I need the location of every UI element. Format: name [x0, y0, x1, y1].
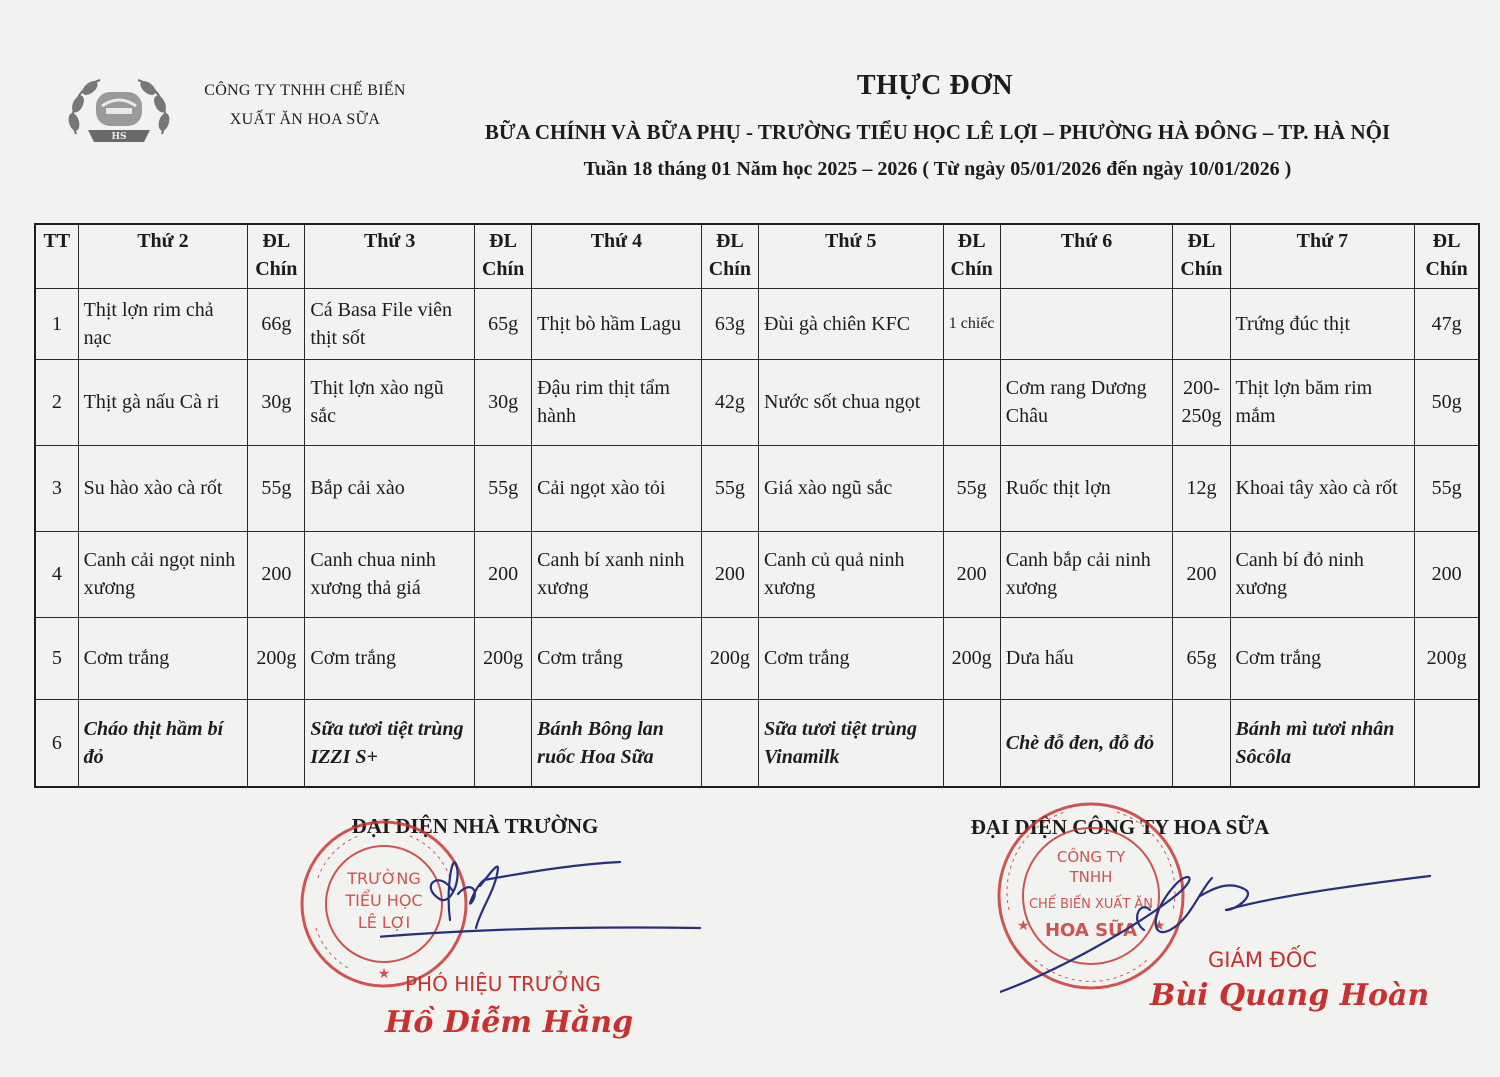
company-name — [180, 76, 430, 134]
dish-cell: Cơm trắng — [532, 617, 702, 699]
company-signer-name: Bùi Quang Hoàn — [1150, 978, 1430, 1013]
dish-cell: Canh cải ngọt ninh xương — [78, 531, 248, 617]
week-range: Tuần 18 tháng 01 Năm học 2025 – 2026 ( Từ ngày 05/01/2026 đến ngày 10/01/2026 ) — [583, 158, 1292, 180]
header-dl — [474, 224, 531, 288]
dish-cell: Thịt lợn rim chả nạc — [78, 288, 248, 359]
qty-cell — [1415, 699, 1479, 787]
header-dl — [1415, 224, 1479, 288]
row-number: 4 — [35, 531, 78, 617]
dish-cell — [1000, 288, 1173, 359]
dish-cell: Trứng đúc thịt — [1230, 288, 1415, 359]
table-row — [35, 617, 1479, 699]
qty-cell: 55g — [1415, 445, 1479, 531]
qty-cell — [1173, 288, 1230, 359]
qty-cell: 200 — [943, 531, 1000, 617]
dish-cell: Thịt lợn xào ngũ sắc — [305, 359, 475, 445]
header-day-4: Thứ 4 — [532, 224, 702, 288]
dish-cell: Bắp cải xào — [305, 445, 475, 531]
dish-cell: Cơm trắng — [758, 617, 943, 699]
header-dl-line2: Chín — [255, 258, 298, 280]
qty-cell: 42g — [701, 359, 758, 445]
logo-text: HS — [111, 132, 127, 142]
qty-cell: 200g — [474, 617, 531, 699]
dish-cell: Thịt lợn băm rim mắm — [1230, 359, 1415, 445]
dish-cell: Cháo thịt hầm bí đỏ — [78, 699, 248, 787]
company-name-line1: CÔNG TY TNHH CHẾ BIẾN — [204, 82, 406, 99]
header-day-3: Thứ 3 — [305, 224, 475, 288]
header-dl-line2: Chín — [950, 258, 993, 280]
qty-cell: 200 — [1415, 531, 1479, 617]
qty-cell — [701, 699, 758, 787]
dish-cell: Cá Basa File viên thịt sốt — [305, 288, 475, 359]
row-number: 6 — [35, 699, 78, 787]
qty-cell: 55g — [474, 445, 531, 531]
dish-cell: Nước sốt chua ngọt — [758, 359, 943, 445]
school-stamp-line1: TRƯỜNG — [347, 869, 421, 888]
qty-cell: 200 — [1173, 531, 1230, 617]
company-stamp-line1: CÔNG TY — [1056, 848, 1126, 866]
header-dl-line2: Chín — [708, 258, 751, 280]
header-day-7: Thứ 7 — [1230, 224, 1415, 288]
qty-cell: 12g — [1173, 445, 1230, 531]
company-stamp-line4: HOA SỮA — [1044, 920, 1138, 941]
svg-text:★: ★ — [1153, 919, 1166, 934]
qty-cell — [474, 699, 531, 787]
header-dl-line1: ĐL — [262, 230, 291, 252]
dish-cell: Đùi gà chiên KFC — [758, 288, 943, 359]
header-dl — [248, 224, 305, 288]
dish-cell: Bánh Bông lan ruốc Hoa Sữa — [532, 699, 702, 787]
school-signer-name: Hồ Diễm Hằng — [385, 1005, 634, 1040]
qty-cell: 200g — [701, 617, 758, 699]
qty-cell: 200-250g — [1173, 359, 1230, 445]
menu-table — [34, 223, 1480, 788]
dish-cell: Đậu rim thịt tẩm hành — [532, 359, 702, 445]
header-dl-line1: ĐL — [489, 230, 517, 252]
row-number: 5 — [35, 617, 78, 699]
header-dl-line2: Chín — [481, 258, 525, 280]
qty-cell: 200 — [701, 531, 758, 617]
dish-cell: Su hào xào cà rốt — [78, 445, 248, 531]
header-day-5: Thứ 5 — [758, 224, 943, 288]
table-row — [35, 445, 1479, 531]
dish-cell: Chè đỗ đen, đỗ đỏ — [1000, 699, 1173, 787]
school-representative-title: ĐẠI DIỆN NHÀ TRƯỜNG — [351, 814, 599, 838]
dish-cell: Canh củ quả ninh xương — [758, 531, 943, 617]
row-number: 2 — [35, 359, 78, 445]
school-stamp-line2: TIỂU HỌC — [345, 891, 423, 910]
qty-cell: 55g — [943, 445, 1000, 531]
table-row — [35, 288, 1479, 359]
dish-cell: Khoai tây xào cà rốt — [1230, 445, 1415, 531]
header-dl-line2: Chín — [1425, 258, 1468, 280]
company-signer-role: GIÁM ĐỐC — [1208, 948, 1318, 972]
dish-cell: Dưa hấu — [1000, 617, 1173, 699]
header-dl — [701, 224, 758, 288]
svg-text:★: ★ — [1017, 919, 1030, 934]
dish-cell: Thịt gà nấu Cà ri — [78, 359, 248, 445]
qty-cell: 200 — [248, 531, 305, 617]
dish-cell: Thịt bò hầm Lagu — [532, 288, 702, 359]
dish-cell: Cơm trắng — [305, 617, 475, 699]
dish-cell: Cơm trắng — [78, 617, 248, 699]
header-dl-line1: ĐL — [1432, 230, 1461, 252]
school-signature-icon — [380, 850, 710, 940]
qty-cell — [943, 359, 1000, 445]
dish-cell: Sữa tươi tiệt trùng Vinamilk — [758, 699, 943, 787]
svg-text:★: ★ — [377, 967, 391, 982]
school-signer-role: PHÓ HIỆU TRƯỞNG — [405, 972, 601, 996]
qty-cell — [248, 699, 305, 787]
qty-cell: 200 — [474, 531, 531, 617]
header-row — [35, 224, 1479, 288]
qty-cell: 65g — [474, 288, 531, 359]
table-row — [35, 699, 1479, 787]
menu-title: THỰC ĐƠN — [856, 70, 1014, 101]
dish-cell: Sữa tươi tiệt trùng IZZI S+ — [305, 699, 475, 787]
header-dl — [943, 224, 1000, 288]
company-stamp-line3: CHẾ BIẾN XUẤT ĂN — [1028, 897, 1154, 912]
company-name-line2: XUẤT ĂN HOA SỮA — [229, 111, 381, 128]
header-day-2: Thứ 2 — [78, 224, 248, 288]
dish-cell: Cơm rang Dương Châu — [1000, 359, 1173, 445]
row-number: 3 — [35, 445, 78, 531]
company-stamp-line2: TNHH — [1069, 868, 1113, 886]
school-stamp-line3: LÊ LỢI — [357, 913, 411, 932]
row-number: 1 — [35, 288, 78, 359]
qty-cell: 55g — [248, 445, 305, 531]
qty-cell: 200g — [1415, 617, 1479, 699]
dish-cell: Canh chua ninh xương thả giá — [305, 531, 475, 617]
dish-cell: Canh bắp cải ninh xương — [1000, 531, 1173, 617]
company-representative-title: ĐẠI DIỆN CÔNG TY HOA SỮA — [970, 815, 1270, 839]
header-tt: TT — [35, 224, 78, 288]
menu-subtitle: BỮA CHÍNH VÀ BỮA PHỤ - TRƯỜNG TIỂU HỌC LÊ LỢI – PHƯỜNG HÀ ĐÔNG – TP. HÀ NỘI — [484, 120, 1391, 144]
dish-cell: Giá xào ngũ sắc — [758, 445, 943, 531]
table-row — [35, 359, 1479, 445]
qty-cell: 66g — [248, 288, 305, 359]
dish-cell: Canh bí xanh ninh xương — [532, 531, 702, 617]
qty-cell: 47g — [1415, 288, 1479, 359]
header-dl-line1: ĐL — [715, 230, 744, 252]
qty-cell — [1173, 699, 1230, 787]
dish-cell: Cơm trắng — [1230, 617, 1415, 699]
qty-cell: 30g — [248, 359, 305, 445]
qty-cell: 1 chiếc — [943, 288, 1000, 359]
dish-cell: Bánh mì tươi nhân Sôcôla — [1230, 699, 1415, 787]
header-dl-line1: ĐL — [1187, 230, 1216, 252]
qty-cell: 200g — [248, 617, 305, 699]
company-logo — [66, 72, 172, 154]
dish-cell: Canh bí đỏ ninh xương — [1230, 531, 1415, 617]
header-dl — [1173, 224, 1230, 288]
header-dl-line1: ĐL — [957, 230, 986, 252]
qty-cell: 65g — [1173, 617, 1230, 699]
qty-cell: 55g — [701, 445, 758, 531]
dish-cell: Ruốc thịt lợn — [1000, 445, 1173, 531]
qty-cell: 50g — [1415, 359, 1479, 445]
header-day-6: Thứ 6 — [1000, 224, 1173, 288]
qty-cell: 30g — [474, 359, 531, 445]
dish-cell: Cải ngọt xào tỏi — [532, 445, 702, 531]
qty-cell — [943, 699, 1000, 787]
qty-cell: 63g — [701, 288, 758, 359]
qty-cell: 200g — [943, 617, 1000, 699]
table-row — [35, 531, 1479, 617]
header-dl-line2: Chín — [1180, 258, 1223, 280]
